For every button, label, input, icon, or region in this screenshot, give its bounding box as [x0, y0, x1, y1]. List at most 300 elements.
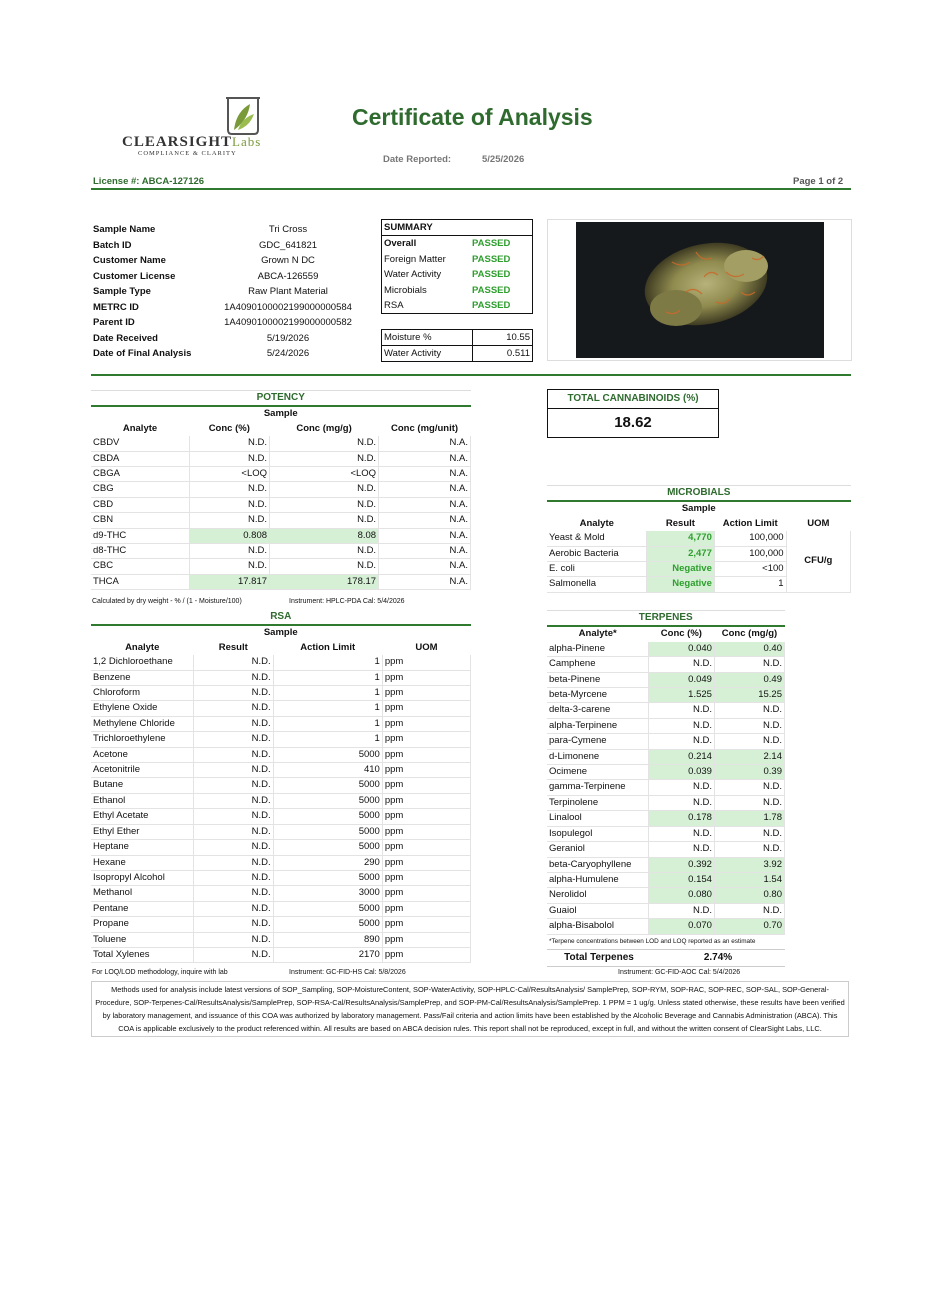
analyte-name: gamma-Terpinene	[547, 780, 648, 795]
sample-photo	[547, 219, 852, 361]
table-row	[547, 718, 785, 733]
table-row	[547, 780, 785, 795]
result-value: N.D.	[189, 544, 269, 559]
action-limit: 1	[714, 577, 786, 592]
result-value: N.D.	[193, 732, 273, 747]
water-activity-value: 0.511	[506, 348, 530, 359]
total-terpenes-row	[547, 949, 785, 967]
analyte-name: Camphene	[547, 657, 648, 672]
action-limit: <100	[714, 562, 786, 577]
analyte-name: Ethanol	[91, 793, 193, 808]
table-row	[547, 531, 851, 546]
result-value: 4,770	[647, 531, 715, 546]
analyte-name: Pentane	[91, 901, 193, 916]
result-value: 8.08	[270, 528, 379, 543]
result-value: N.D.	[193, 824, 273, 839]
sample-info-value: 1A4090100002199000000582	[224, 317, 352, 328]
analyte-name: Benzene	[91, 670, 193, 685]
result-value: N.A.	[379, 482, 471, 497]
sample-info-value: Tri Cross	[268, 224, 308, 235]
result-value: N.D.	[193, 716, 273, 731]
table-row	[91, 747, 471, 762]
analyte-name: Ethyl Acetate	[91, 809, 193, 824]
result-value: N.D.	[193, 886, 273, 901]
result-value: 0.039	[648, 765, 714, 780]
action-limit: 1	[273, 701, 382, 716]
analyte-name: Salmonella	[547, 577, 647, 592]
sample-info-row	[93, 315, 373, 331]
result-value: 0.178	[648, 811, 714, 826]
result-value: N.D.	[648, 703, 714, 718]
rsa-note: For LOQ/LOD methodology, inquire with lab	[92, 969, 228, 976]
sample-info-label: Sample Name	[93, 224, 156, 235]
table-row	[547, 872, 785, 887]
sample-info-label: Sample Type	[93, 286, 151, 297]
result-value: N.D.	[270, 451, 379, 466]
action-limit: 5000	[273, 778, 382, 793]
result-value: N.D.	[714, 842, 784, 857]
page-number: Page 1 of 2	[793, 176, 844, 187]
section-divider	[91, 374, 851, 376]
microbials-column-header: Result	[665, 517, 695, 529]
analyte-name: Chloroform	[91, 686, 193, 701]
analyte-name: CBC	[91, 559, 189, 574]
result-value: N.D.	[648, 718, 714, 733]
analyte-name: beta-Caryophyllene	[547, 857, 648, 872]
table-row	[547, 826, 785, 841]
total-cannabinoids-title: TOTAL CANNABINOIDS (%)	[547, 389, 719, 409]
result-value: N.D.	[193, 701, 273, 716]
table-row	[91, 686, 471, 701]
table-row	[547, 672, 785, 687]
rsa-instrument: Instrument: GC-FID-HS Cal: 5/8/2026	[289, 969, 406, 976]
summary-label: Water Activity	[384, 269, 442, 281]
uom-value: ppm	[382, 917, 470, 932]
result-value: N.D.	[714, 718, 784, 733]
result-value: 2,477	[647, 546, 715, 561]
action-limit: 5000	[273, 917, 382, 932]
rsa-sample-label: Sample	[263, 627, 298, 639]
action-limit: 5000	[273, 747, 382, 762]
action-limit: 1	[273, 732, 382, 747]
terpenes-note: *Terpene concentrations between LOD and LOQ reported as an estimate	[549, 938, 756, 945]
table-row	[547, 734, 785, 749]
action-limit: 5000	[273, 901, 382, 916]
analyte-name: CBDA	[91, 451, 189, 466]
result-value: N.D.	[648, 795, 714, 810]
result-value: N.D.	[648, 826, 714, 841]
analyte-name: Aerobic Bacteria	[547, 546, 647, 561]
license-number: License #: ABCA-127126	[93, 176, 205, 187]
analyte-name: Geraniol	[547, 842, 648, 857]
table-row	[91, 932, 471, 947]
result-value: N.A.	[379, 451, 471, 466]
table-row	[91, 436, 471, 451]
result-value: 0.080	[648, 888, 714, 903]
result-value: 0.214	[648, 749, 714, 764]
result-value: 0.49	[714, 672, 784, 687]
table-row	[91, 513, 471, 528]
action-limit: 5000	[273, 824, 382, 839]
table-row	[547, 857, 785, 872]
summary-status: PASSED	[472, 284, 511, 296]
uom-value: ppm	[382, 686, 470, 701]
analyte-name: 1,2 Dichloroethane	[91, 655, 193, 670]
table-row	[91, 701, 471, 716]
rsa-column-header: Action Limit	[300, 641, 356, 653]
result-value: N.D.	[714, 780, 784, 795]
moisture-value: 10.55	[506, 332, 530, 343]
microbials-header-row	[547, 517, 851, 531]
rsa-column-header: Result	[218, 641, 248, 653]
table-row	[91, 670, 471, 685]
table-row	[91, 947, 471, 962]
terpenes-header-row	[547, 626, 785, 641]
result-value: 15.25	[714, 688, 784, 703]
table-row	[91, 732, 471, 747]
action-limit: 1	[273, 655, 382, 670]
potency-column-header: Conc (%)	[208, 422, 250, 434]
action-limit: 100,000	[714, 546, 786, 561]
rsa-header-row	[91, 641, 471, 655]
table-row	[91, 793, 471, 808]
result-value: N.D.	[714, 795, 784, 810]
analyte-name: Acetonitrile	[91, 763, 193, 778]
result-value: N.A.	[379, 528, 471, 543]
table-row	[91, 870, 471, 885]
total-terpenes-label: Total Terpenes	[564, 952, 634, 963]
analyte-name: Ethylene Oxide	[91, 701, 193, 716]
sample-info-value: Raw Plant Material	[248, 286, 328, 297]
uom-value: ppm	[382, 763, 470, 778]
result-value: N.D.	[193, 809, 273, 824]
table-row	[91, 840, 471, 855]
logo-wordmark	[122, 134, 261, 151]
result-value: N.D.	[193, 901, 273, 916]
result-value: <LOQ	[270, 467, 379, 482]
analyte-name: Acetone	[91, 747, 193, 762]
result-value: N.D.	[193, 917, 273, 932]
result-value: N.D.	[193, 840, 273, 855]
potency-note: Calculated by dry weight - % / (1 - Moisture/100)	[92, 598, 242, 605]
result-value: N.D.	[189, 451, 269, 466]
water-activity-label: Water Activity	[382, 346, 473, 361]
table-row	[547, 842, 785, 857]
result-value: N.D.	[193, 655, 273, 670]
summary-title: SUMMARY	[384, 222, 433, 233]
analyte-name: THCA	[91, 574, 189, 589]
result-value: N.A.	[379, 574, 471, 589]
analyte-name: d8-THC	[91, 544, 189, 559]
result-value: N.D.	[648, 903, 714, 918]
analyte-name: Ocimene	[547, 765, 648, 780]
result-value: 17.817	[189, 574, 269, 589]
summary-row	[382, 252, 532, 267]
result-value: 0.154	[648, 872, 714, 887]
summary-row	[382, 267, 532, 282]
sample-info-row	[93, 238, 373, 254]
analyte-name: Ethyl Ether	[91, 824, 193, 839]
table-row	[547, 749, 785, 764]
analyte-name: beta-Myrcene	[547, 688, 648, 703]
summary-label: Foreign Matter	[384, 253, 446, 265]
analyte-name: Terpinolene	[547, 795, 648, 810]
table-row	[91, 544, 471, 559]
result-value: N.D.	[648, 780, 714, 795]
result-value: N.D.	[648, 734, 714, 749]
potency-title: POTENCY	[91, 391, 471, 407]
uom-value: ppm	[382, 732, 470, 747]
analyte-name: CBDV	[91, 436, 189, 451]
uom-value: CFU/g	[786, 531, 850, 592]
sample-info-label: Customer Name	[93, 255, 166, 266]
result-value: N.D.	[193, 870, 273, 885]
terpenes-column-header: Conc (mg/g)	[721, 628, 778, 640]
sample-info-row	[93, 331, 373, 347]
table-row	[547, 657, 785, 672]
result-value: N.D.	[189, 436, 269, 451]
table-row	[91, 559, 471, 574]
table-row	[91, 716, 471, 731]
methods-disclaimer: Methods used for analysis include latest versions of SOP_Sampling, SOP-MoistureContent, SOP-WaterActivity, SOP-HPLC-Cal/ResultsAnalysis/ SamplePrep, SOP-RYM, SOP-RAC, SOP-REC, SOP-SAL, SOP-General-Procedure, SOP-Terpenes-Cal/ResultsAnalysis/SamplePrep, SOP-RSA-Cal/ResultsAnalysis/SamplePrep, and SOP-PM-Cal/ResultsAnalysis/SamplePrep. 1 PPM = 1 ug/g. Unless stated otherwise, these results have been verified by laboratory management, and issuance of this COA was authorized by laboratory management. Pass/Fail criteria and action limits have been established by the Alcoholic Beverage and Cannabis Administration (ABCA). This COA is applicable exclusively to the product referenced within. All results are based on ABCA decision rules. This report shall not be reproduced, except in full, and without the written consent of ClearSight Labs, LLC.	[91, 981, 849, 1037]
result-value: N.A.	[379, 559, 471, 574]
uom-value: ppm	[382, 670, 470, 685]
summary-status: PASSED	[472, 299, 511, 311]
result-value: N.D.	[193, 778, 273, 793]
sample-info-value: ABCA-126559	[257, 270, 319, 282]
sample-info-row	[93, 346, 373, 362]
uom-value: ppm	[382, 870, 470, 885]
terpenes-table	[547, 610, 785, 935]
microbials-table	[547, 485, 851, 593]
analyte-name: Butane	[91, 778, 193, 793]
analyte-name: d9-THC	[91, 528, 189, 543]
logo-tagline: COMPLIANCE & CLARITY	[138, 150, 237, 157]
action-limit: 2170	[273, 947, 382, 962]
result-value: N.D.	[714, 826, 784, 841]
uom-value: ppm	[382, 793, 470, 808]
analyte-name: CBGA	[91, 467, 189, 482]
result-value: 0.39	[714, 765, 784, 780]
result-value: N.D.	[193, 947, 273, 962]
summary-box	[381, 219, 533, 314]
analyte-name: Total Xylenes	[91, 947, 193, 962]
analyte-name: alpha-Humulene	[547, 872, 648, 887]
table-row	[91, 855, 471, 870]
uom-value: ppm	[382, 840, 470, 855]
total-terpenes-value: 2.74%	[703, 952, 733, 963]
summary-status: PASSED	[472, 269, 511, 281]
uom-value: ppm	[382, 716, 470, 731]
date-reported-value: 5/25/2026	[482, 154, 525, 165]
analyte-name: d-Limonene	[547, 749, 648, 764]
table-row	[91, 497, 471, 512]
uom-value: ppm	[382, 809, 470, 824]
result-value: Negative	[647, 577, 715, 592]
analyte-name: Toluene	[91, 932, 193, 947]
table-row	[91, 574, 471, 589]
analyte-name: Trichloroethylene	[91, 732, 193, 747]
sample-info-value: Grown N DC	[261, 255, 315, 266]
analyte-name: Linalool	[547, 811, 648, 826]
analyte-name: alpha-Pinene	[547, 642, 648, 657]
result-value: 1.525	[648, 688, 714, 703]
result-value: 2.14	[714, 749, 784, 764]
result-value: N.D.	[189, 497, 269, 512]
action-limit: 1	[273, 670, 382, 685]
sample-info-value: GDC_641821	[258, 239, 318, 251]
analyte-name: Guaiol	[547, 903, 648, 918]
sample-info-label: Date Received	[93, 332, 158, 344]
table-row	[91, 886, 471, 901]
action-limit: 890	[273, 932, 382, 947]
result-value: 0.70	[714, 919, 784, 934]
uom-value: ppm	[382, 886, 470, 901]
result-value: N.D.	[714, 734, 784, 749]
rsa-title: RSA	[91, 610, 471, 625]
result-value: 0.808	[189, 528, 269, 543]
result-value: N.D.	[648, 657, 714, 672]
result-value: N.A.	[379, 513, 471, 528]
summary-status: PASSED	[472, 238, 511, 250]
uom-value: ppm	[382, 655, 470, 670]
moisture-label: Moisture %	[382, 330, 473, 345]
rsa-column-header: UOM	[415, 641, 438, 653]
microbials-sample-label: Sample	[681, 503, 716, 515]
result-value: 0.392	[648, 857, 714, 872]
result-value: N.D.	[714, 703, 784, 718]
action-limit: 3000	[273, 886, 382, 901]
analyte-name: Nerolidol	[547, 888, 648, 903]
sample-info-label: Customer License	[93, 270, 176, 282]
result-value: N.D.	[193, 670, 273, 685]
action-limit: 100,000	[714, 531, 786, 546]
result-value: N.D.	[270, 482, 379, 497]
sample-info	[93, 222, 373, 362]
logo-accent: Labs	[232, 134, 262, 149]
sample-info-row	[93, 253, 373, 269]
table-row	[91, 528, 471, 543]
uom-value: ppm	[382, 778, 470, 793]
result-value: 1.78	[714, 811, 784, 826]
table-row	[91, 655, 471, 670]
analyte-name: para-Cymene	[547, 734, 648, 749]
summary-label: Overall	[384, 238, 417, 250]
analyte-name: CBN	[91, 513, 189, 528]
result-value: 3.92	[714, 857, 784, 872]
total-cannabinoids-value: 18.62	[547, 409, 719, 438]
result-value: 1.54	[714, 872, 784, 887]
analyte-name: alpha-Bisabolol	[547, 919, 648, 934]
potency-header-row	[91, 422, 471, 436]
terpenes-column-header: Conc (%)	[660, 628, 702, 640]
table-row	[547, 888, 785, 903]
result-value: N.D.	[714, 657, 784, 672]
table-row	[547, 688, 785, 703]
moisture-box	[381, 329, 533, 362]
result-value: <LOQ	[189, 467, 269, 482]
microbials-column-header: UOM	[807, 517, 830, 529]
analyte-name: Heptane	[91, 840, 193, 855]
result-value: N.A.	[379, 467, 471, 482]
header-divider	[91, 188, 851, 190]
table-row	[91, 824, 471, 839]
uom-value: ppm	[382, 747, 470, 762]
sample-info-row	[93, 222, 373, 238]
table-row	[91, 809, 471, 824]
rsa-table	[91, 610, 471, 963]
result-value: N.D.	[193, 855, 273, 870]
analyte-name: Isopulegol	[547, 826, 648, 841]
summary-status: PASSED	[472, 253, 511, 265]
table-row	[547, 795, 785, 810]
action-limit: 1	[273, 716, 382, 731]
uom-value: ppm	[382, 932, 470, 947]
summary-row	[382, 236, 532, 251]
sample-info-row	[93, 300, 373, 316]
potency-column-header: Analyte	[122, 422, 158, 434]
result-value: N.D.	[193, 793, 273, 808]
result-value: N.D.	[193, 747, 273, 762]
date-reported-label: Date Reported:	[383, 154, 452, 165]
sample-info-label: METRC ID	[93, 301, 139, 313]
potency-column-header: Conc (mg/g)	[296, 422, 352, 434]
analyte-name: CBD	[91, 497, 189, 512]
table-row	[547, 811, 785, 826]
sample-info-row	[93, 284, 373, 300]
analyte-name: Methanol	[91, 886, 193, 901]
result-value: N.A.	[379, 436, 471, 451]
result-value: N.D.	[189, 559, 269, 574]
analyte-name: Yeast & Mold	[547, 531, 647, 546]
rsa-column-header: Analyte	[125, 641, 160, 653]
action-limit: 5000	[273, 809, 382, 824]
analyte-name: Hexane	[91, 855, 193, 870]
beaker-leaf-icon	[120, 96, 270, 136]
sample-info-label: Parent ID	[93, 317, 135, 328]
result-value: N.D.	[648, 842, 714, 857]
potency-table	[91, 390, 471, 590]
result-value: 0.80	[714, 888, 784, 903]
analyte-name: alpha-Terpinene	[547, 718, 648, 733]
result-value: 178.17	[270, 574, 379, 589]
table-row	[91, 778, 471, 793]
terpenes-column-header: Analyte*	[578, 628, 617, 640]
analyte-name: Isopropyl Alcohol	[91, 870, 193, 885]
uom-value: ppm	[382, 855, 470, 870]
uom-value: ppm	[382, 701, 470, 716]
analyte-name: CBG	[91, 482, 189, 497]
potency-sample-label: Sample	[263, 408, 298, 420]
microbials-column-header: Action Limit	[722, 517, 778, 529]
sample-info-label: Batch ID	[93, 239, 132, 251]
result-value: N.D.	[270, 436, 379, 451]
action-limit: 290	[273, 855, 382, 870]
result-value: N.D.	[189, 513, 269, 528]
action-limit: 5000	[273, 793, 382, 808]
table-row	[91, 467, 471, 482]
sample-info-label: Date of Final Analysis	[93, 348, 192, 359]
result-value: N.D.	[189, 482, 269, 497]
sample-info-value: 1A4090100002199000000584	[224, 301, 352, 313]
table-row	[91, 451, 471, 466]
action-limit: 5000	[273, 870, 382, 885]
table-row	[547, 919, 785, 934]
terpenes-title: TERPENES	[547, 611, 785, 627]
microbials-title: MICROBIALS	[547, 486, 851, 502]
sample-photo-image	[576, 222, 824, 358]
result-value: 0.040	[648, 642, 714, 657]
